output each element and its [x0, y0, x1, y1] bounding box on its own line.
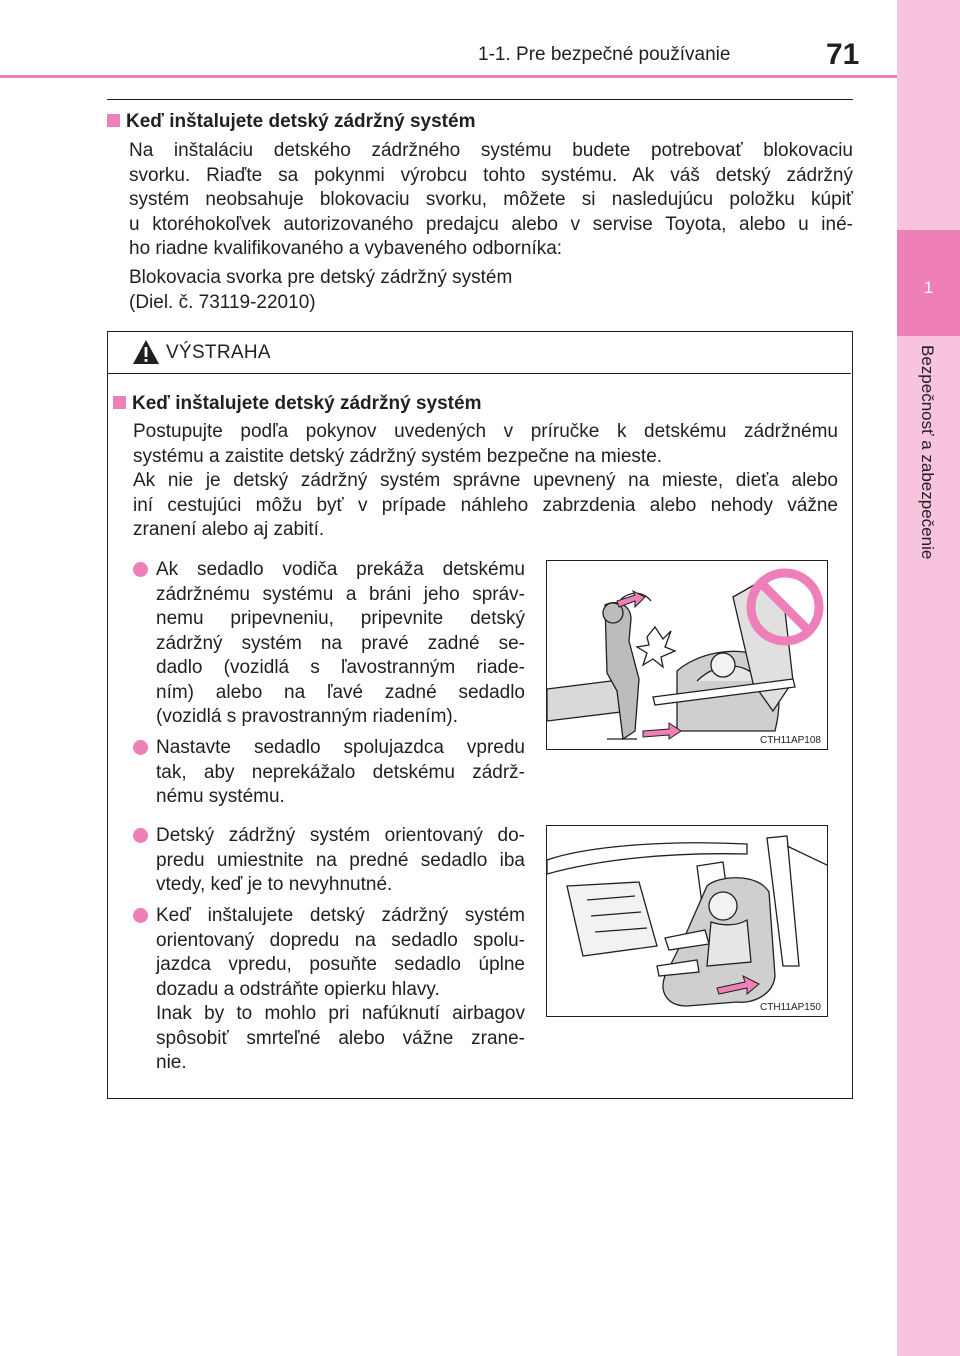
warning-heading-text: Keď inštalujete detský zádržný systém — [132, 393, 482, 414]
header-divider — [0, 75, 897, 78]
bullet-line: dozadu a odstráňte opierku hlavy. — [156, 978, 440, 1000]
round-bullet-icon — [133, 740, 148, 755]
round-bullet-icon — [133, 562, 148, 577]
bullet-line: nemu pripevneniu, pripevnite detský — [156, 608, 525, 629]
child-seat-illustration — [547, 561, 828, 750]
square-bullet-icon — [107, 114, 120, 127]
part-line: (Diel. č. 73119-22010) — [129, 291, 316, 313]
bullet-line: nie. — [156, 1052, 187, 1073]
bullet-line: Keď inštalujete detský zádržný systém — [156, 905, 525, 926]
bullet-line: zádržnému systému a bráni jeho správ- — [156, 583, 525, 605]
round-bullet-icon — [133, 828, 148, 843]
bullet-line: ním) alebo na ľavé zadné sedadlo — [156, 681, 525, 703]
bullet-line: orientovaný dopredu na sedadlo spolu- — [156, 929, 525, 951]
page-number: 71 — [826, 38, 860, 71]
side-tab — [897, 0, 960, 1356]
bullet-line: tak, aby neprekážalo detskému zádrž- — [156, 761, 525, 783]
warning-heading — [113, 393, 481, 415]
figure-code: CTH11AP108 — [760, 735, 821, 746]
bullet-line: vtedy, keď je to nevyhnutné. — [156, 874, 393, 895]
warning-line: Postupujte podľa pokynov uvedených v príručke k detskému zádržnému — [133, 421, 838, 442]
warning-title: VÝSTRAHA — [166, 342, 271, 363]
side-tab-chapter-number — [897, 230, 960, 336]
figure-rear-seat-installation — [546, 560, 828, 750]
warning-line: iní cestujúci môžu byť v prípade náhleho zabrzdenia alebo nehody vážne — [133, 494, 838, 516]
header-section-title: 1-1. Pre bezpečné používanie — [478, 44, 731, 65]
warning-line: zranení alebo aj zabití. — [133, 519, 325, 540]
part-number-paragraph — [129, 266, 853, 315]
section-heading — [107, 111, 475, 133]
section-rule — [107, 99, 853, 100]
front-child-seat-illustration — [547, 826, 828, 1017]
bullet-line: Ak sedadlo vodiča prekáža detskému — [156, 559, 525, 580]
bullet-item — [133, 824, 525, 898]
section-paragraph — [129, 139, 853, 262]
warning-line: Ak nie je detský zádržný systém správne upevnený na mieste, dieťa alebo — [133, 470, 838, 491]
bullet-line: nému systému. — [156, 786, 285, 807]
bullet-line: (vozidlá s pravostranným riadením). — [156, 706, 458, 727]
paragraph-line: svorku. Riaďte sa pokynmi výrobcu tohto systému. Ak váš detský zádržný — [129, 164, 853, 186]
warning-body — [133, 420, 838, 543]
bullet-line: predu umiestnite na predné sedadlo iba — [156, 849, 525, 871]
warning-triangle-icon — [132, 339, 160, 365]
bullet-line: zádržný systém na pravé zadné se- — [156, 632, 525, 654]
bullet-line: Detský zádržný systém orientovaný do- — [156, 825, 525, 846]
figure-front-seat-installation — [546, 825, 828, 1017]
chapter-number: 1 — [923, 278, 934, 297]
bullet-item — [133, 558, 525, 730]
warning-box — [107, 331, 853, 1099]
paragraph-line: systém neobsahuje blokovaciu svorku, môžete si nasledujúcu položku kúpiť — [129, 189, 853, 210]
side-tab-chapter-title: Bezpečnosť a zabezpečenie — [918, 345, 937, 560]
bullet-line: spôsobiť smrteľné alebo vážne zrane- — [156, 1027, 525, 1049]
section-heading-text: Keď inštalujete detský zádržný systém — [126, 111, 476, 132]
warning-line: systému a zaistite detský zádržný systém bezpečne na mieste. — [133, 445, 663, 467]
bullet-line: Nastavte sedadlo spolujazdca vpredu — [156, 737, 525, 758]
bullet-line: dadlo (vozidlá s ľavostranným riade- — [156, 657, 525, 678]
bullet-item — [133, 904, 525, 1076]
figure-code: CTH11AP150 — [760, 1002, 821, 1013]
bullet-item — [133, 736, 525, 810]
paragraph-line: Na inštaláciu detského zádržného systému budete potrebovať blokovaciu — [129, 140, 853, 161]
paragraph-line: u ktoréhokoľvek autorizovaného predajcu alebo v servise Toyota, alebo u iné- — [129, 213, 853, 235]
bullet-line: jazdca vpredu, posuňte sedadlo úplne — [156, 954, 525, 975]
part-line: Blokovacia svorka pre detský zádržný systém — [129, 267, 513, 288]
round-bullet-icon — [133, 908, 148, 923]
warning-header — [108, 332, 851, 374]
paragraph-line: ho riadne kvalifikovaného a vybaveného odborníka: — [129, 238, 563, 259]
bullet-line: Inak by to mohlo pri nafúknutí airbagov — [156, 1003, 525, 1024]
square-bullet-icon — [113, 396, 126, 409]
